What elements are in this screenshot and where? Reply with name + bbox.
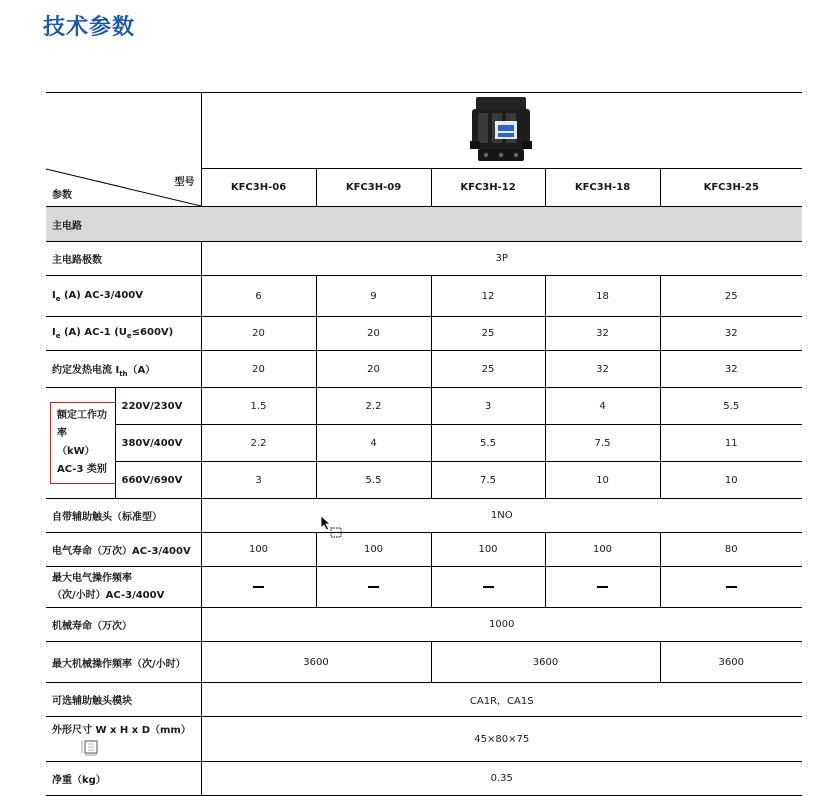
row-label-ie-ac1: $I_e$ (A) AC-1 $(U_e\le 600V)$ (46, 317, 201, 351)
value-cell: 7.5 (431, 462, 545, 499)
model-name: KFC3H-06 (201, 169, 316, 207)
mouse-cursor-icon (320, 515, 346, 545)
spec-table (46, 92, 802, 796)
value-cell (660, 567, 802, 608)
voltage-label: 660V/690V (115, 462, 201, 499)
value-cell: 5.5 (660, 388, 802, 425)
value-cell: 25 (431, 351, 545, 388)
value-cell: 1.5 (201, 388, 316, 425)
table-row (46, 351, 802, 388)
value-cell: 9 (316, 276, 431, 317)
row-label-mech-life: 机械寿命（万次） (46, 608, 201, 642)
row-label-poles: 主电路极数 (46, 242, 201, 276)
value-cell: 11 (660, 425, 802, 462)
row-label-max-elec-freq: 最大电气操作频率 （次/小时）AC-3/400V (46, 567, 201, 608)
section-row (46, 207, 802, 242)
value-cell: 32 (545, 317, 660, 351)
value-cell: 20 (201, 351, 316, 388)
value-cell: 20 (201, 317, 316, 351)
value-cell: 18 (545, 276, 660, 317)
row-label-rated-power (46, 388, 115, 499)
value-cell: 100 (545, 533, 660, 567)
table-row (46, 642, 802, 683)
table-row (46, 608, 802, 642)
dash-mark (368, 586, 379, 588)
dash-mark (597, 586, 608, 588)
model-name: KFC3H-18 (545, 169, 660, 207)
section-main-circuit: 主电路 (46, 207, 802, 242)
table-row (46, 683, 802, 717)
value-cell (545, 567, 660, 608)
value-cell: 32 (660, 317, 802, 351)
value-cell: 80 (660, 533, 802, 567)
value-cell: 2.2 (316, 388, 431, 425)
value-cell (316, 567, 431, 608)
value-cell: 100 (431, 533, 545, 567)
value-cell: 2.2 (201, 425, 316, 462)
value-cell: 4 (316, 425, 431, 462)
voltage-label: 220V/230V (115, 388, 201, 425)
value-cell: 32 (545, 351, 660, 388)
model-label: 型号 (174, 177, 195, 188)
table-row (46, 567, 802, 608)
row-label-aux: 自带辅助触头（标准型） (46, 499, 201, 533)
table-row (46, 462, 802, 499)
value-cell: 5.5 (431, 425, 545, 462)
value-cell: 10 (660, 462, 802, 499)
table-row (46, 242, 802, 276)
table-row (46, 762, 802, 796)
row-label-max-mech-freq: 最大机械操作频率（次/小时） (46, 642, 201, 683)
param-label: 参数 (52, 190, 72, 201)
row-label-aux-module: 可选辅助触头模块 (46, 683, 201, 717)
row-label-ie-ac3: $I_e$ (A) AC-3/400V (46, 276, 201, 317)
dash-mark (726, 586, 737, 588)
value-cell: 3 (201, 462, 316, 499)
dimension-diagram-icon (80, 738, 102, 759)
table-row (46, 425, 802, 462)
table-row (46, 276, 802, 317)
dash-mark (483, 586, 494, 588)
value-cell: 100 (201, 533, 316, 567)
value-cell (201, 567, 316, 608)
model-name: KFC3H-12 (431, 169, 545, 207)
row-label-dims: 外形尺寸 W x H x D（mm） (46, 717, 201, 762)
page-title: 技术参数 (43, 15, 136, 40)
row-label-weight: 净重（kg） (46, 762, 201, 796)
header-corner-cell (46, 93, 201, 207)
value-cell: 7.5 (545, 425, 660, 462)
value-weight: 0.35 (201, 762, 802, 796)
value-cell: 10 (545, 462, 660, 499)
value-cell: 25 (660, 276, 802, 317)
value-cell: 12 (431, 276, 545, 317)
value-cell: 20 (316, 351, 431, 388)
product-image-row (46, 93, 802, 169)
value-cell: 3600 (660, 642, 802, 683)
value-cell (431, 567, 545, 608)
table-row (46, 533, 802, 567)
dash-mark (253, 586, 264, 588)
table-row (46, 499, 802, 533)
value-dims: 45×80×75 (201, 717, 802, 762)
value-mech-life: 1000 (201, 608, 802, 642)
value-cell: 6 (201, 276, 316, 317)
value-cell: 5.5 (316, 462, 431, 499)
value-cell: 3600 (431, 642, 660, 683)
value-cell: 4 (545, 388, 660, 425)
value-cell: 100 (316, 533, 431, 567)
value-cell: 3600 (201, 642, 431, 683)
contactor-product-image (470, 95, 534, 163)
value-cell: 3 (431, 388, 545, 425)
product-image-cell (201, 93, 802, 169)
value-aux-module: CA1R，CA1S (201, 683, 802, 717)
value-cell: 25 (431, 317, 545, 351)
row-label-elec-life: 电气寿命（万次）AC-3/400V (46, 533, 201, 567)
value-aux: 1NO (201, 499, 802, 533)
value-cell: 32 (660, 351, 802, 388)
value-cell: 20 (316, 317, 431, 351)
highlight-box: 额定工作功 率 （kW） AC-3 类别 (50, 402, 115, 484)
model-name: KFC3H-09 (316, 169, 431, 207)
table-row (46, 388, 802, 425)
voltage-label: 380V/400V (115, 425, 201, 462)
row-label-ith: 约定发热电流 $I_{th}(A)$ (46, 351, 201, 388)
value-poles: 3P (201, 242, 802, 276)
model-name: KFC3H-25 (660, 169, 802, 207)
table-row (46, 317, 802, 351)
table-row (46, 717, 802, 762)
